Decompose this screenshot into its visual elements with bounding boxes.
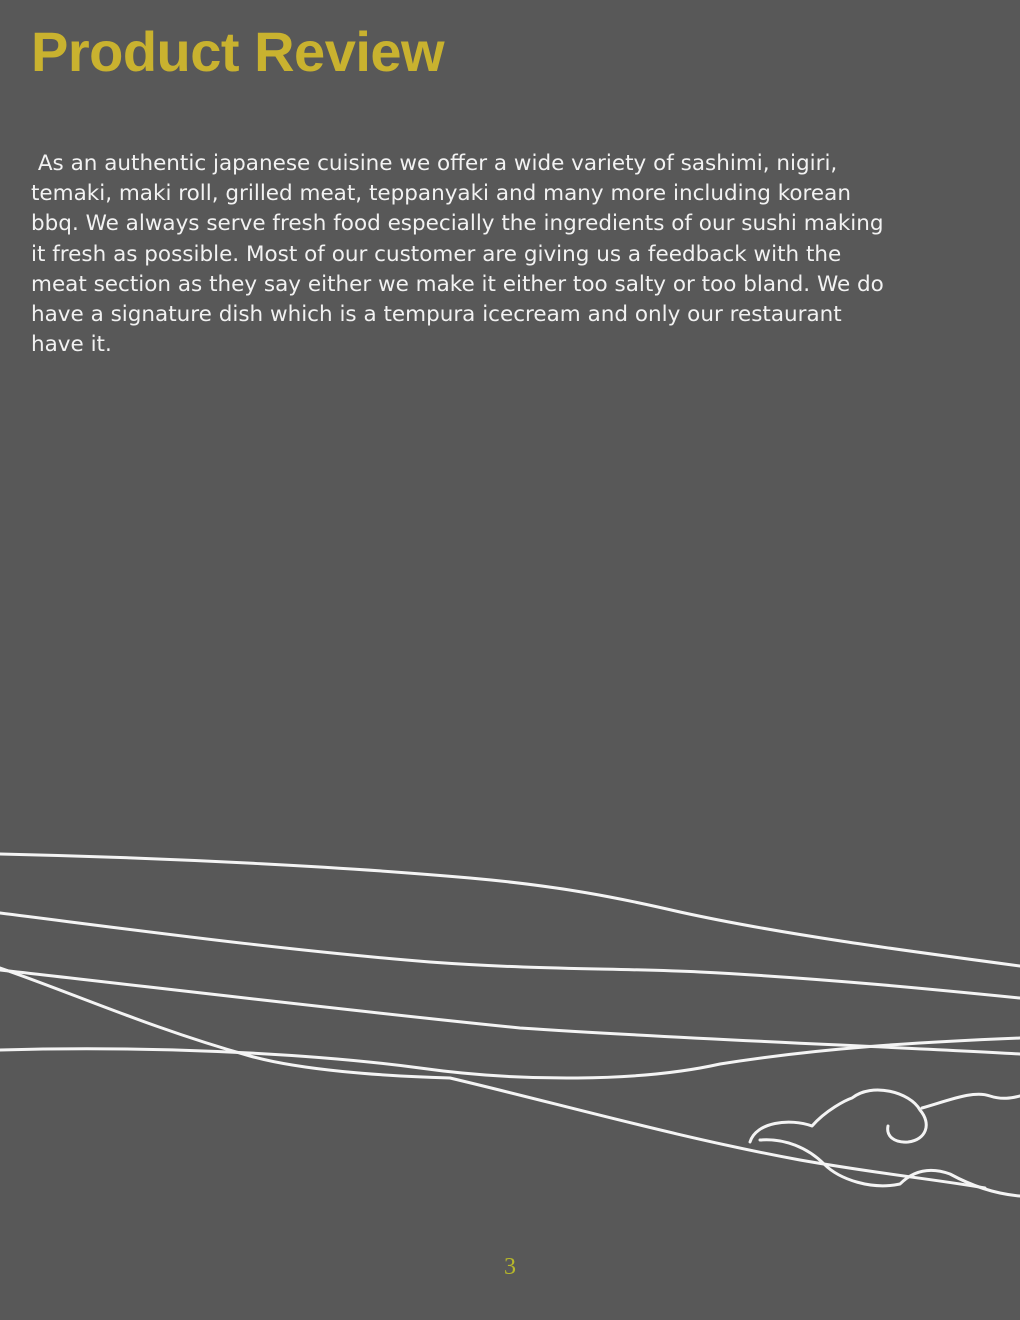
page-title: Product Review (31, 20, 445, 83)
wave-line-1 (0, 854, 1020, 966)
page-number: 3 (504, 1254, 516, 1280)
cloud-bottom (760, 1140, 1020, 1196)
wave-line-4 (0, 1038, 1020, 1078)
cloud-tail-upper (922, 1094, 1020, 1108)
review-paragraph: As an authentic japanese cuisine we offer a wide variety of sashimi, nigiri, temaki, maki roll, grilled meat, teppanyaki and many more including korean bbq. We always serve fresh food especially the ingredients of our sushi making it fresh as possible. Most of our customer are giving us a feedback with the meat section as they say either we make it either too salty or too bland. We do have a signature dish which is a tempura icecream and only our restaurant have it. (31, 151, 891, 358)
cloud-swirl (750, 1090, 926, 1142)
wave-cloud-line-art-icon (0, 830, 1020, 1210)
wave-line-5 (0, 968, 985, 1188)
wave-line-2 (0, 913, 1020, 998)
